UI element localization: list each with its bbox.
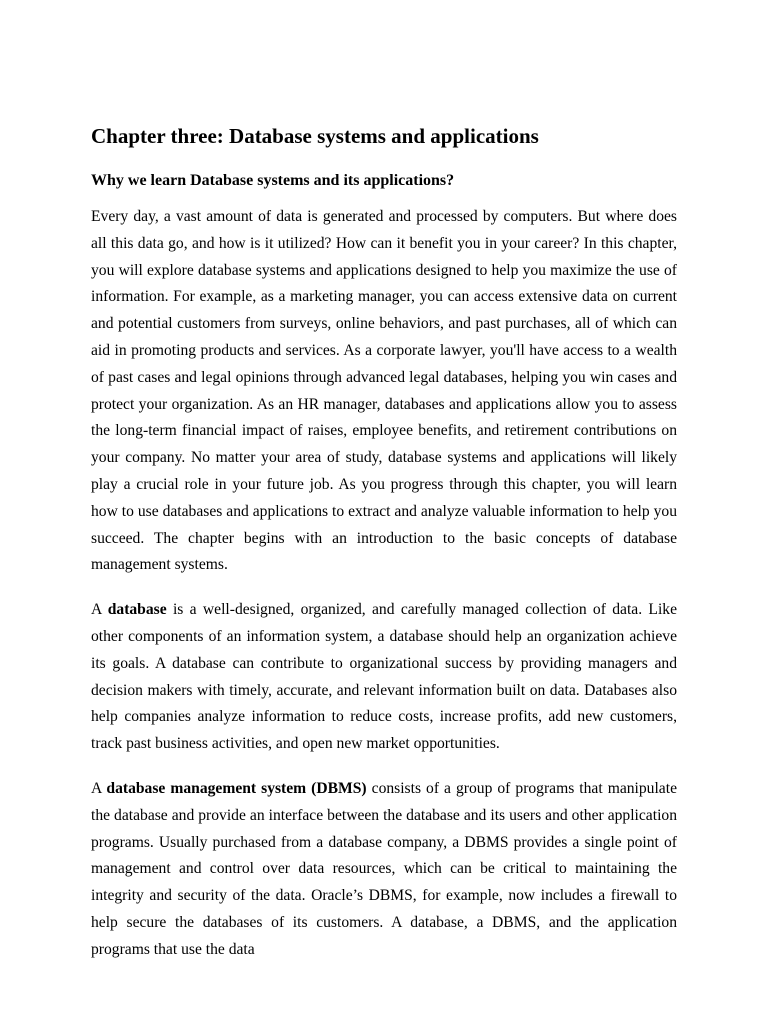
term-dbms: database management system (DBMS) bbox=[106, 779, 367, 797]
database-definition-paragraph bbox=[91, 597, 677, 758]
paragraph-lead: A bbox=[91, 601, 108, 619]
paragraph-body: is a well-designed, organized, and carefully managed collection of data. Like other components of an information system, a database should help an organization achieve its goals. A database can contribute to organizational success by providing managers and decision makers with timely, accurate, and relevant information built on data. Databases also help companies analyze information to reduce costs, increase profits, add new customers, track past business activities, and open new market opportunities. bbox=[91, 601, 677, 753]
chapter-title: Chapter three: Database systems and applications bbox=[91, 124, 539, 148]
term-database: database bbox=[107, 601, 167, 619]
paragraph-body: consists of a group of programs that manipulate the database and provide an interface between the database and its users and other application programs. Usually purchased from a database company, a DBMS provides a single point of management and control over data resources, which can be critical to maintaining the integrity and security of the data. Oracle’s DBMS, for example, now includes a firewall to help secure the databases of its customers. A database, a DBMS, and the application programs that use the data bbox=[91, 779, 677, 958]
paragraph-lead: A bbox=[91, 779, 107, 797]
dbms-definition-paragraph bbox=[91, 776, 677, 964]
document-page bbox=[91, 121, 677, 964]
section-heading: Why we learn Database systems and its applications? bbox=[91, 172, 455, 189]
intro-paragraph: Every day, a vast amount of data is generated and processed by computers. But where does all this data go, and how is it utilized? How can it benefit you in your career? In this chapter, you will explore database systems and applications designed to help you maximize the use of information. For example, as a marketing manager, you can access extensive data on current and potential customers from surveys, online behaviors, and past purchases, all of which can aid in promoting products and services. As a corporate lawyer, you'll have access to a wealth of past cases and legal opinions through advanced legal databases, helping you win cases and protect your organization. As an HR manager, databases and applications allow you to assess the long-term financial impact of raises, employee benefits, and retirement contributions on your company. No matter your area of study, database systems and applications will likely play a crucial role in your future job. As you progress through this chapter, you will learn how to use databases and applications to extract and analyze valuable information to help you succeed. The chapter begins with an introduction to the basic concepts of database management systems. bbox=[91, 208, 677, 574]
